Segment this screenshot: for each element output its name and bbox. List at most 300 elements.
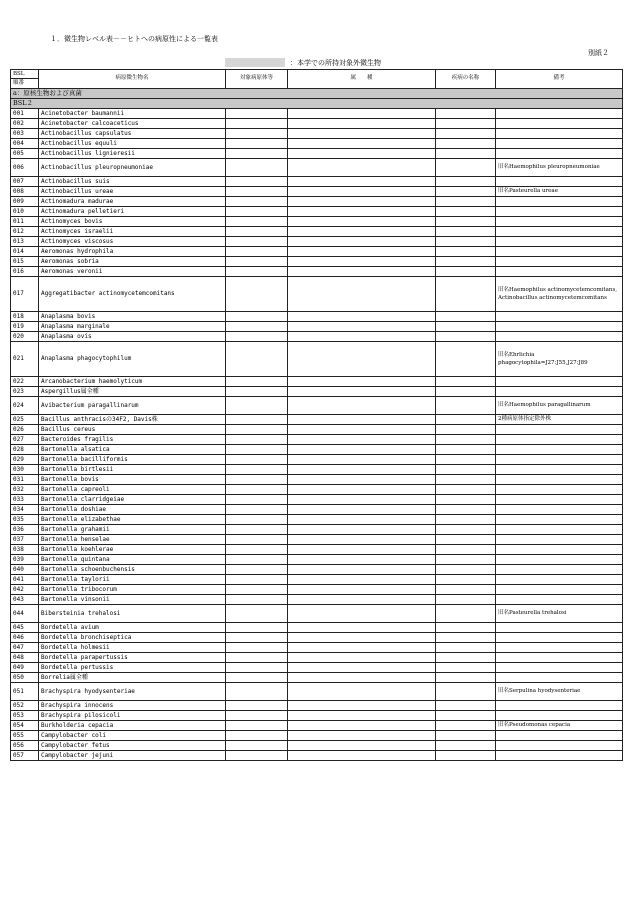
- table-row: [11, 584, 623, 594]
- genus-species-cell: [288, 544, 436, 554]
- remarks-cell: [496, 652, 623, 662]
- genus-species-cell: [288, 331, 436, 341]
- genus-species-cell: [288, 524, 436, 534]
- pathogen-type-cell: [226, 632, 288, 642]
- microbe-name: Bartonella capreoli: [39, 484, 226, 494]
- disease-cell: [436, 321, 496, 331]
- table-row: [11, 108, 623, 118]
- pathogen-type-cell: [226, 710, 288, 720]
- pathogen-type-cell: [226, 266, 288, 276]
- table-row: [11, 434, 623, 444]
- row-number: 037: [11, 534, 39, 544]
- disease-cell: [436, 128, 496, 138]
- table-row: [11, 266, 623, 276]
- microbe-name: Bordetella parapertussis: [39, 652, 226, 662]
- microbe-name: Actinomyces israelii: [39, 226, 226, 236]
- microbe-name: Bartonella taylorii: [39, 574, 226, 584]
- row-number: 007: [11, 176, 39, 186]
- remarks-cell: [496, 534, 623, 544]
- pathogen-type-cell: [226, 246, 288, 256]
- remarks-cell: [496, 434, 623, 444]
- remarks-cell: [496, 196, 623, 206]
- microbe-name: Brachyspira hyodysenteriae: [39, 682, 226, 700]
- table-row: [11, 484, 623, 494]
- section-label: a：原核生物および真菌: [11, 88, 623, 98]
- disease-cell: [436, 148, 496, 158]
- header-genus-species: 属 種: [288, 70, 436, 89]
- table-row: [11, 622, 623, 632]
- row-number: 055: [11, 730, 39, 740]
- table-row: [11, 652, 623, 662]
- disease-cell: [436, 474, 496, 484]
- remarks-cell: [496, 642, 623, 652]
- pathogen-type-cell: [226, 226, 288, 236]
- pathogen-type-cell: [226, 424, 288, 434]
- remarks-cell: [496, 424, 623, 434]
- microbe-name: Anaplasma phagocytophilum: [39, 341, 226, 376]
- row-number: 054: [11, 720, 39, 730]
- microbe-name: Bartonella bovis: [39, 474, 226, 484]
- microbe-name: Bartonella henselae: [39, 534, 226, 544]
- genus-species-cell: [288, 474, 436, 484]
- microbe-name: Bartonella clarridgeiae: [39, 494, 226, 504]
- pathogen-type-cell: [226, 662, 288, 672]
- row-number: 010: [11, 206, 39, 216]
- disease-cell: [436, 672, 496, 682]
- pathogen-type-cell: [226, 128, 288, 138]
- remarks-cell: [496, 514, 623, 524]
- pathogen-type-cell: [226, 236, 288, 246]
- pathogen-type-cell: [226, 414, 288, 424]
- genus-species-cell: [288, 710, 436, 720]
- table-row: [11, 740, 623, 750]
- remarks-cell: [496, 266, 623, 276]
- microbe-name: Anaplasma marginale: [39, 321, 226, 331]
- microbe-name: Bartonella grahamii: [39, 524, 226, 534]
- table-row: [11, 750, 623, 760]
- microbe-name: Bibersteinia trehalosi: [39, 604, 226, 622]
- microbe-name: Bartonella schoenbuchensis: [39, 564, 226, 574]
- row-number: 006: [11, 158, 39, 176]
- pathogen-type-cell: [226, 720, 288, 730]
- table-row: [11, 544, 623, 554]
- disease-cell: [436, 176, 496, 186]
- genus-species-cell: [288, 226, 436, 236]
- genus-species-cell: [288, 311, 436, 321]
- genus-species-cell: [288, 642, 436, 652]
- genus-species-cell: [288, 118, 436, 128]
- remarks-cell: [496, 216, 623, 226]
- document-title: １．微生物レベル表－－ヒトへの病原性による一覧表: [50, 35, 218, 43]
- table-row: [11, 672, 623, 682]
- header-name: 病原微生物名: [39, 70, 226, 89]
- remarks-cell: [496, 594, 623, 604]
- microbe-name: Actinobacillus equuli: [39, 138, 226, 148]
- row-number: 024: [11, 396, 39, 414]
- disease-cell: [436, 424, 496, 434]
- disease-cell: [436, 311, 496, 321]
- genus-species-cell: [288, 158, 436, 176]
- pathogen-type-cell: [226, 584, 288, 594]
- remarks-cell: [496, 226, 623, 236]
- genus-species-cell: [288, 730, 436, 740]
- pathogen-type-cell: [226, 311, 288, 321]
- genus-species-cell: [288, 574, 436, 584]
- table-row: [11, 331, 623, 341]
- microbe-name: Bartonella elizabethae: [39, 514, 226, 524]
- remarks-cell: [496, 138, 623, 148]
- disease-cell: [436, 266, 496, 276]
- disease-cell: [436, 652, 496, 662]
- row-number: 038: [11, 544, 39, 554]
- row-number: 004: [11, 138, 39, 148]
- table-row: [11, 138, 623, 148]
- pathogen-type-cell: [226, 494, 288, 504]
- microbe-name: Actinobacillus capsulatus: [39, 128, 226, 138]
- table-row: [11, 514, 623, 524]
- remarks-cell: [496, 622, 623, 632]
- microbe-table: [10, 69, 623, 761]
- remarks-cell: 旧名Haemophilus paragallinarum: [496, 396, 623, 414]
- remarks-cell: [496, 128, 623, 138]
- microbe-name: Bordetella pertussis: [39, 662, 226, 672]
- microbe-name: Actinobacillus ureae: [39, 186, 226, 196]
- table-row: [11, 128, 623, 138]
- pathogen-type-cell: [226, 118, 288, 128]
- remarks-cell: [496, 564, 623, 574]
- genus-species-cell: [288, 584, 436, 594]
- remarks-cell: 旧名Serpulina hyodysenteriae: [496, 682, 623, 700]
- disease-cell: [436, 341, 496, 376]
- microbe-name: Avibacterium paragallinarum: [39, 396, 226, 414]
- pathogen-type-cell: [226, 386, 288, 396]
- disease-cell: [436, 524, 496, 534]
- genus-species-cell: [288, 632, 436, 642]
- row-number: 049: [11, 662, 39, 672]
- remarks-cell: [496, 574, 623, 584]
- pathogen-type-cell: [226, 484, 288, 494]
- pathogen-type-cell: [226, 534, 288, 544]
- microbe-name: Actinomadura madurae: [39, 196, 226, 206]
- row-number: 034: [11, 504, 39, 514]
- genus-species-cell: [288, 682, 436, 700]
- table-row: [11, 700, 623, 710]
- genus-species-cell: [288, 534, 436, 544]
- genus-species-cell: [288, 444, 436, 454]
- pathogen-type-cell: [226, 176, 288, 186]
- level-row: [11, 98, 623, 108]
- disease-cell: [436, 246, 496, 256]
- annex-label: 別紙２: [588, 49, 609, 57]
- genus-species-cell: [288, 464, 436, 474]
- microbe-name: Bordetella bronchiseptica: [39, 632, 226, 642]
- table-row: [11, 376, 623, 386]
- row-number: 025: [11, 414, 39, 424]
- genus-species-cell: [288, 414, 436, 424]
- disease-cell: [436, 396, 496, 414]
- microbe-name: Actinomadura pelletieri: [39, 206, 226, 216]
- pathogen-type-cell: [226, 256, 288, 266]
- genus-species-cell: [288, 321, 436, 331]
- remarks-cell: [496, 176, 623, 186]
- genus-species-cell: [288, 594, 436, 604]
- level-label: BSL２: [11, 98, 623, 108]
- pathogen-type-cell: [226, 321, 288, 331]
- header-disease: 疾病の名称: [436, 70, 496, 89]
- row-number: 001: [11, 108, 39, 118]
- row-number: 050: [11, 672, 39, 682]
- genus-species-cell: [288, 622, 436, 632]
- remarks-cell: [496, 700, 623, 710]
- genus-species-cell: [288, 386, 436, 396]
- pathogen-type-cell: [226, 276, 288, 311]
- disease-cell: [436, 544, 496, 554]
- table-row: [11, 454, 623, 464]
- microbe-name: Aeromonas veronii: [39, 266, 226, 276]
- microbe-name: Actinobacillus pleuropneumoniae: [39, 158, 226, 176]
- table-row: [11, 424, 623, 434]
- genus-species-cell: [288, 276, 436, 311]
- disease-cell: [436, 594, 496, 604]
- row-number: 030: [11, 464, 39, 474]
- row-number: 048: [11, 652, 39, 662]
- table-row: [11, 118, 623, 128]
- row-number: 046: [11, 632, 39, 642]
- genus-species-cell: [288, 700, 436, 710]
- genus-species-cell: [288, 216, 436, 226]
- table-row: [11, 662, 623, 672]
- row-number: 053: [11, 710, 39, 720]
- microbe-name: Bartonella bacilliformis: [39, 454, 226, 464]
- microbe-name: Burkholderia cepacia: [39, 720, 226, 730]
- remarks-cell: [496, 632, 623, 642]
- remarks-cell: [496, 236, 623, 246]
- pathogen-type-cell: [226, 434, 288, 444]
- genus-species-cell: [288, 206, 436, 216]
- remarks-cell: [496, 554, 623, 564]
- genus-species-cell: [288, 266, 436, 276]
- section-row: [11, 88, 623, 98]
- table-row: [11, 682, 623, 700]
- pathogen-type-cell: [226, 642, 288, 652]
- disease-cell: [436, 138, 496, 148]
- pathogen-type-cell: [226, 186, 288, 196]
- microbe-name: Campylobacter coli: [39, 730, 226, 740]
- table-row: [11, 494, 623, 504]
- remarks-cell: [496, 730, 623, 740]
- pathogen-type-cell: [226, 622, 288, 632]
- genus-species-cell: [288, 246, 436, 256]
- table-row: [11, 148, 623, 158]
- table-row: [11, 216, 623, 226]
- disease-cell: [436, 554, 496, 564]
- table-row: [11, 206, 623, 216]
- genus-species-cell: [288, 434, 436, 444]
- remarks-cell: [496, 672, 623, 682]
- pathogen-type-cell: [226, 474, 288, 484]
- genus-species-cell: [288, 424, 436, 434]
- remarks-cell: [496, 750, 623, 760]
- pathogen-type-cell: [226, 444, 288, 454]
- disease-cell: [436, 584, 496, 594]
- disease-cell: [436, 730, 496, 740]
- genus-species-cell: [288, 554, 436, 564]
- header-pathogen-type: 対象病原体等: [226, 70, 288, 89]
- row-number: 019: [11, 321, 39, 331]
- microbe-name: Bartonella tribocorum: [39, 584, 226, 594]
- genus-species-cell: [288, 740, 436, 750]
- remarks-cell: 2種病原体指定除外株: [496, 414, 623, 424]
- header-bsl: BSL: [11, 70, 39, 79]
- microbe-name: Actinobacillus lignieresii: [39, 148, 226, 158]
- table-row: [11, 158, 623, 176]
- pathogen-type-cell: [226, 524, 288, 534]
- remarks-cell: [496, 740, 623, 750]
- disease-cell: [436, 236, 496, 246]
- microbe-name: Bartonella birtlesii: [39, 464, 226, 474]
- row-number: 003: [11, 128, 39, 138]
- row-number: 022: [11, 376, 39, 386]
- table-row: [11, 710, 623, 720]
- table-row: [11, 464, 623, 474]
- table-row: [11, 256, 623, 266]
- microbe-name: Brachyspira innocens: [39, 700, 226, 710]
- pathogen-type-cell: [226, 108, 288, 118]
- pathogen-type-cell: [226, 148, 288, 158]
- row-number: 028: [11, 444, 39, 454]
- microbe-name: Brachyspira pilosicoli: [39, 710, 226, 720]
- table-row: [11, 341, 623, 376]
- microbe-name: Acinetobacter baumannii: [39, 108, 226, 118]
- row-number: 036: [11, 524, 39, 534]
- remarks-cell: 旧名Ehrlichia phagocytophila=J27:J55,J27:J89: [496, 341, 623, 376]
- table-row: [11, 321, 623, 331]
- table-row: [11, 474, 623, 484]
- remarks-cell: 旧名Haemophilus actinomycetemcomitans, Actinobacillus actinomycetemcomitans: [496, 276, 623, 311]
- remarks-cell: [496, 321, 623, 331]
- legend-swatch: [225, 58, 285, 67]
- row-number: 017: [11, 276, 39, 311]
- table-row: [11, 564, 623, 574]
- table-row: [11, 311, 623, 321]
- disease-cell: [436, 484, 496, 494]
- genus-species-cell: [288, 652, 436, 662]
- table-row: [11, 444, 623, 454]
- microbe-name: Actinomyces viscosus: [39, 236, 226, 246]
- remarks-cell: [496, 311, 623, 321]
- genus-species-cell: [288, 128, 436, 138]
- disease-cell: [436, 740, 496, 750]
- pathogen-type-cell: [226, 544, 288, 554]
- microbe-name: Campylobacter jejuni: [39, 750, 226, 760]
- row-number: 027: [11, 434, 39, 444]
- disease-cell: [436, 514, 496, 524]
- microbe-name: Bartonella doshiae: [39, 504, 226, 514]
- microbe-name: Bacillus anthracisの34F2, Davis株: [39, 414, 226, 424]
- pathogen-type-cell: [226, 564, 288, 574]
- remarks-cell: 旧名Haemophilus pleuropneumoniae: [496, 158, 623, 176]
- pathogen-type-cell: [226, 682, 288, 700]
- remarks-cell: [496, 584, 623, 594]
- remarks-cell: 旧名Pasteurella trehalosi: [496, 604, 623, 622]
- microbe-name: Acinetobacter calcoaceticus: [39, 118, 226, 128]
- row-number: 042: [11, 584, 39, 594]
- row-number: 002: [11, 118, 39, 128]
- microbe-name: Bartonella quintana: [39, 554, 226, 564]
- disease-cell: [436, 196, 496, 206]
- table-row: [11, 574, 623, 584]
- pathogen-type-cell: [226, 396, 288, 414]
- genus-species-cell: [288, 108, 436, 118]
- remarks-cell: [496, 484, 623, 494]
- pathogen-type-cell: [226, 514, 288, 524]
- remarks-cell: [496, 376, 623, 386]
- disease-cell: [436, 622, 496, 632]
- pathogen-type-cell: [226, 331, 288, 341]
- genus-species-cell: [288, 454, 436, 464]
- genus-species-cell: [288, 484, 436, 494]
- remarks-cell: [496, 494, 623, 504]
- row-number: 014: [11, 246, 39, 256]
- disease-cell: [436, 720, 496, 730]
- pathogen-type-cell: [226, 554, 288, 564]
- microbe-name: Bartonella vinsonii: [39, 594, 226, 604]
- disease-cell: [436, 256, 496, 266]
- row-number: 051: [11, 682, 39, 700]
- pathogen-type-cell: [226, 750, 288, 760]
- genus-species-cell: [288, 376, 436, 386]
- row-number: 021: [11, 341, 39, 376]
- pathogen-type-cell: [226, 454, 288, 464]
- remarks-cell: [496, 118, 623, 128]
- row-number: 011: [11, 216, 39, 226]
- microbe-name: Anaplasma ovis: [39, 331, 226, 341]
- pathogen-type-cell: [226, 594, 288, 604]
- disease-cell: [436, 682, 496, 700]
- remarks-cell: 旧名Pasteurella ureae: [496, 186, 623, 196]
- row-number: 005: [11, 148, 39, 158]
- disease-cell: [436, 216, 496, 226]
- pathogen-type-cell: [226, 700, 288, 710]
- disease-cell: [436, 604, 496, 622]
- microbe-name: Bartonella koehlerae: [39, 544, 226, 554]
- table-row: [11, 594, 623, 604]
- genus-species-cell: [288, 720, 436, 730]
- genus-species-cell: [288, 176, 436, 186]
- row-number: 018: [11, 311, 39, 321]
- pathogen-type-cell: [226, 574, 288, 584]
- pathogen-type-cell: [226, 604, 288, 622]
- remarks-cell: [496, 256, 623, 266]
- disease-cell: [436, 158, 496, 176]
- table-row: [11, 196, 623, 206]
- remarks-cell: [496, 662, 623, 672]
- table-row: [11, 524, 623, 534]
- genus-species-cell: [288, 138, 436, 148]
- genus-species-cell: [288, 148, 436, 158]
- microbe-name: Bordetella holmesii: [39, 642, 226, 652]
- table-row: [11, 604, 623, 622]
- row-number: 039: [11, 554, 39, 564]
- row-number: 020: [11, 331, 39, 341]
- microbe-name: Arcanobacterium haemolyticum: [39, 376, 226, 386]
- pathogen-type-cell: [226, 158, 288, 176]
- header-order: 順番: [11, 79, 39, 88]
- pathogen-type-cell: [226, 138, 288, 148]
- microbe-name: Aeromonas hydrophila: [39, 246, 226, 256]
- row-number: 033: [11, 494, 39, 504]
- disease-cell: [436, 632, 496, 642]
